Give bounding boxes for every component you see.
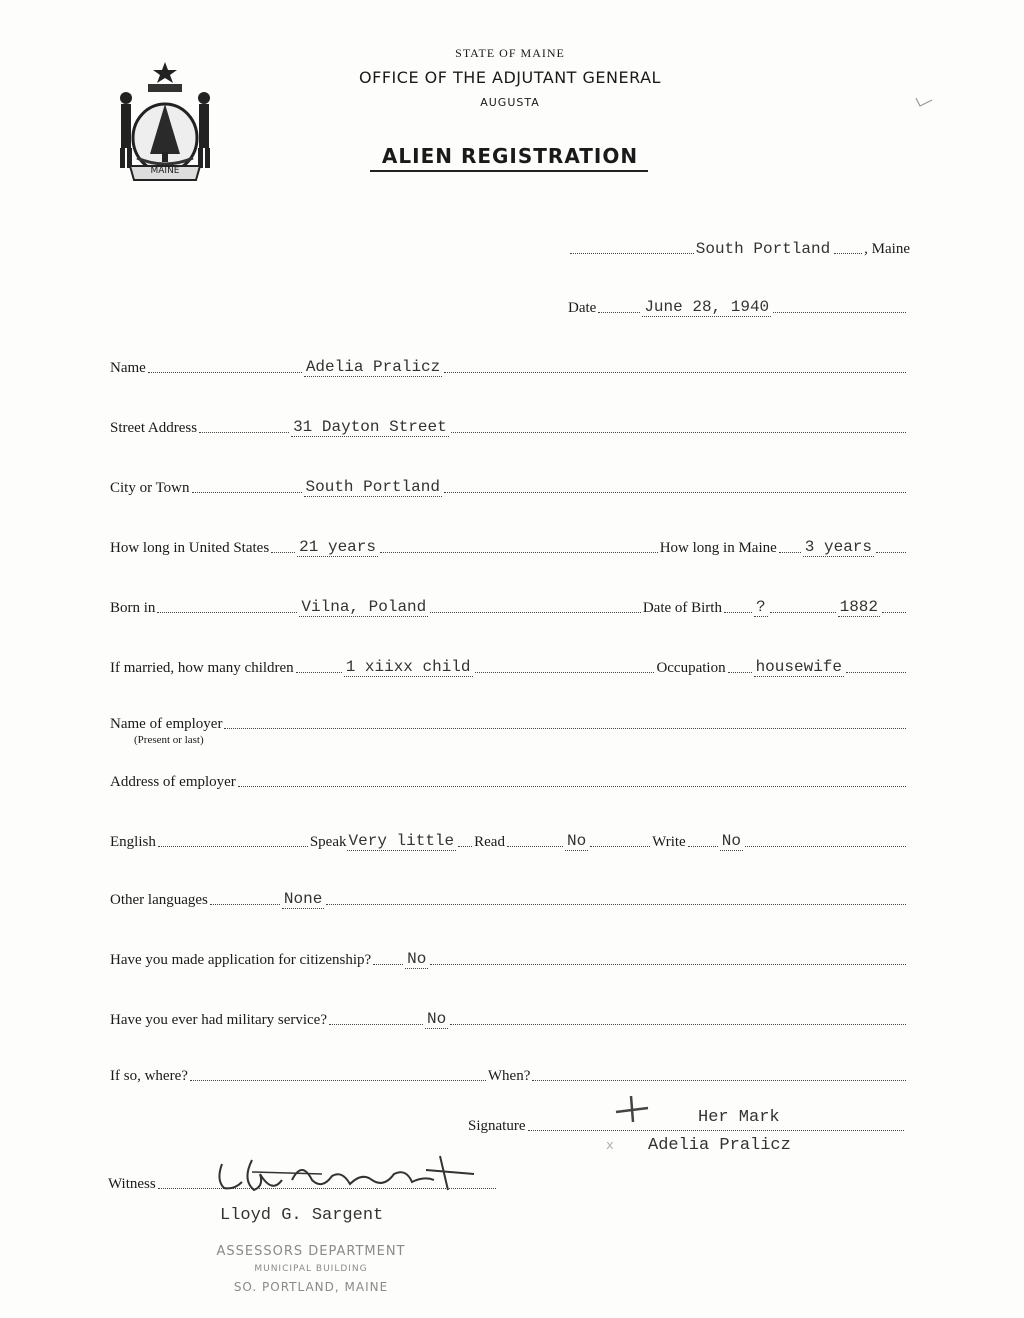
street-label: Street Address — [110, 420, 198, 436]
check-mark-icon — [914, 94, 934, 108]
employer-address-label: Address of employer — [110, 774, 236, 790]
read-label: Read — [474, 834, 505, 850]
dob-value-year: 1882 — [839, 598, 878, 616]
stamp-line-2: MUNICIPAL BUILDING — [254, 1264, 368, 1274]
dob-label: Date of Birth — [642, 600, 722, 616]
header-state: STATE OF MAINE — [455, 46, 565, 60]
city-row — [110, 478, 908, 497]
us-years-label: How long in United States — [110, 540, 270, 556]
how-long-row — [110, 538, 908, 557]
name-value: Adelia Pralicz — [305, 358, 441, 376]
children-label: If married, how many children — [110, 660, 294, 676]
witness-handwritten-signature-icon — [212, 1150, 482, 1200]
military-value: No — [427, 1010, 447, 1028]
employer-name-sublabel: (Present or last) — [134, 734, 204, 746]
stamp-line-3: SO. PORTLAND, MAINE — [233, 1280, 389, 1294]
signature-x: x — [606, 1138, 614, 1153]
read-value: No — [566, 832, 587, 850]
where-label: If so, where? — [110, 1068, 188, 1084]
stamp-line-1: ASSESSORS DEPARTMENT — [216, 1244, 406, 1259]
signature-mark-text: Her Mark — [698, 1108, 780, 1127]
speak-label: Speak — [309, 834, 347, 850]
us-years-value: 21 years — [299, 538, 376, 556]
form-title: ALIEN REGISTRATION — [381, 144, 639, 168]
name-label: Name — [110, 360, 146, 376]
children-value: 1 xiixx child — [345, 658, 471, 676]
maine-years-value: 3 years — [804, 538, 872, 556]
employer-name-row — [110, 716, 908, 733]
signature-label: Signature — [468, 1118, 526, 1134]
born-value: Vilna, Poland — [301, 598, 427, 616]
born-label: Born in — [110, 600, 156, 616]
born-row — [110, 598, 908, 617]
employer-address-row — [110, 774, 908, 791]
dob-value-unknown: ? — [755, 598, 766, 616]
name-row — [110, 358, 908, 377]
when-label: When? — [487, 1068, 531, 1084]
other-languages-label: Other languages — [110, 892, 208, 908]
street-value: 31 Dayton Street — [293, 418, 447, 436]
place-suffix: , Maine — [864, 241, 910, 257]
english-label: English — [110, 834, 156, 850]
witness-label: Witness — [108, 1176, 156, 1192]
signature-row — [468, 1118, 906, 1135]
street-row — [110, 418, 908, 437]
place-row — [568, 240, 910, 258]
title-underline — [370, 170, 648, 172]
citizenship-label: Have you made application for citizenship? — [110, 952, 372, 968]
seal-banner-text: MAINE — [150, 166, 180, 176]
military-row — [110, 1010, 908, 1029]
header-office: OFFICE OF THE ADJUTANT GENERAL — [359, 68, 661, 87]
write-label: Write — [652, 834, 686, 850]
city-value: South Portland — [305, 478, 440, 496]
other-languages-value: None — [283, 890, 323, 908]
place-value: South Portland — [695, 240, 831, 258]
where-row — [110, 1068, 908, 1085]
date-value: June 28, 1940 — [644, 298, 770, 316]
citizenship-row — [110, 950, 908, 969]
speak-value: Very little — [348, 832, 455, 850]
write-value: No — [721, 832, 741, 850]
signature-cross-mark-icon — [612, 1094, 652, 1124]
children-row — [110, 658, 908, 677]
occupation-label: Occupation — [656, 660, 726, 676]
occupation-value: housewife — [755, 658, 842, 676]
witness-name-text: Lloyd G. Sargent — [220, 1206, 384, 1225]
city-label: City or Town — [110, 480, 190, 496]
header-city: AUGUSTA — [480, 96, 540, 109]
date-row — [568, 298, 908, 317]
other-languages-row — [110, 890, 908, 909]
date-label: Date — [568, 300, 597, 316]
maine-years-label: How long in Maine — [659, 540, 777, 556]
citizenship-value: No — [407, 950, 427, 968]
military-label: Have you ever had military service? — [110, 1012, 327, 1028]
signature-name-text: Adelia Pralicz — [648, 1136, 791, 1155]
employer-name-label: Name of employer — [110, 716, 223, 732]
english-row — [110, 832, 908, 851]
